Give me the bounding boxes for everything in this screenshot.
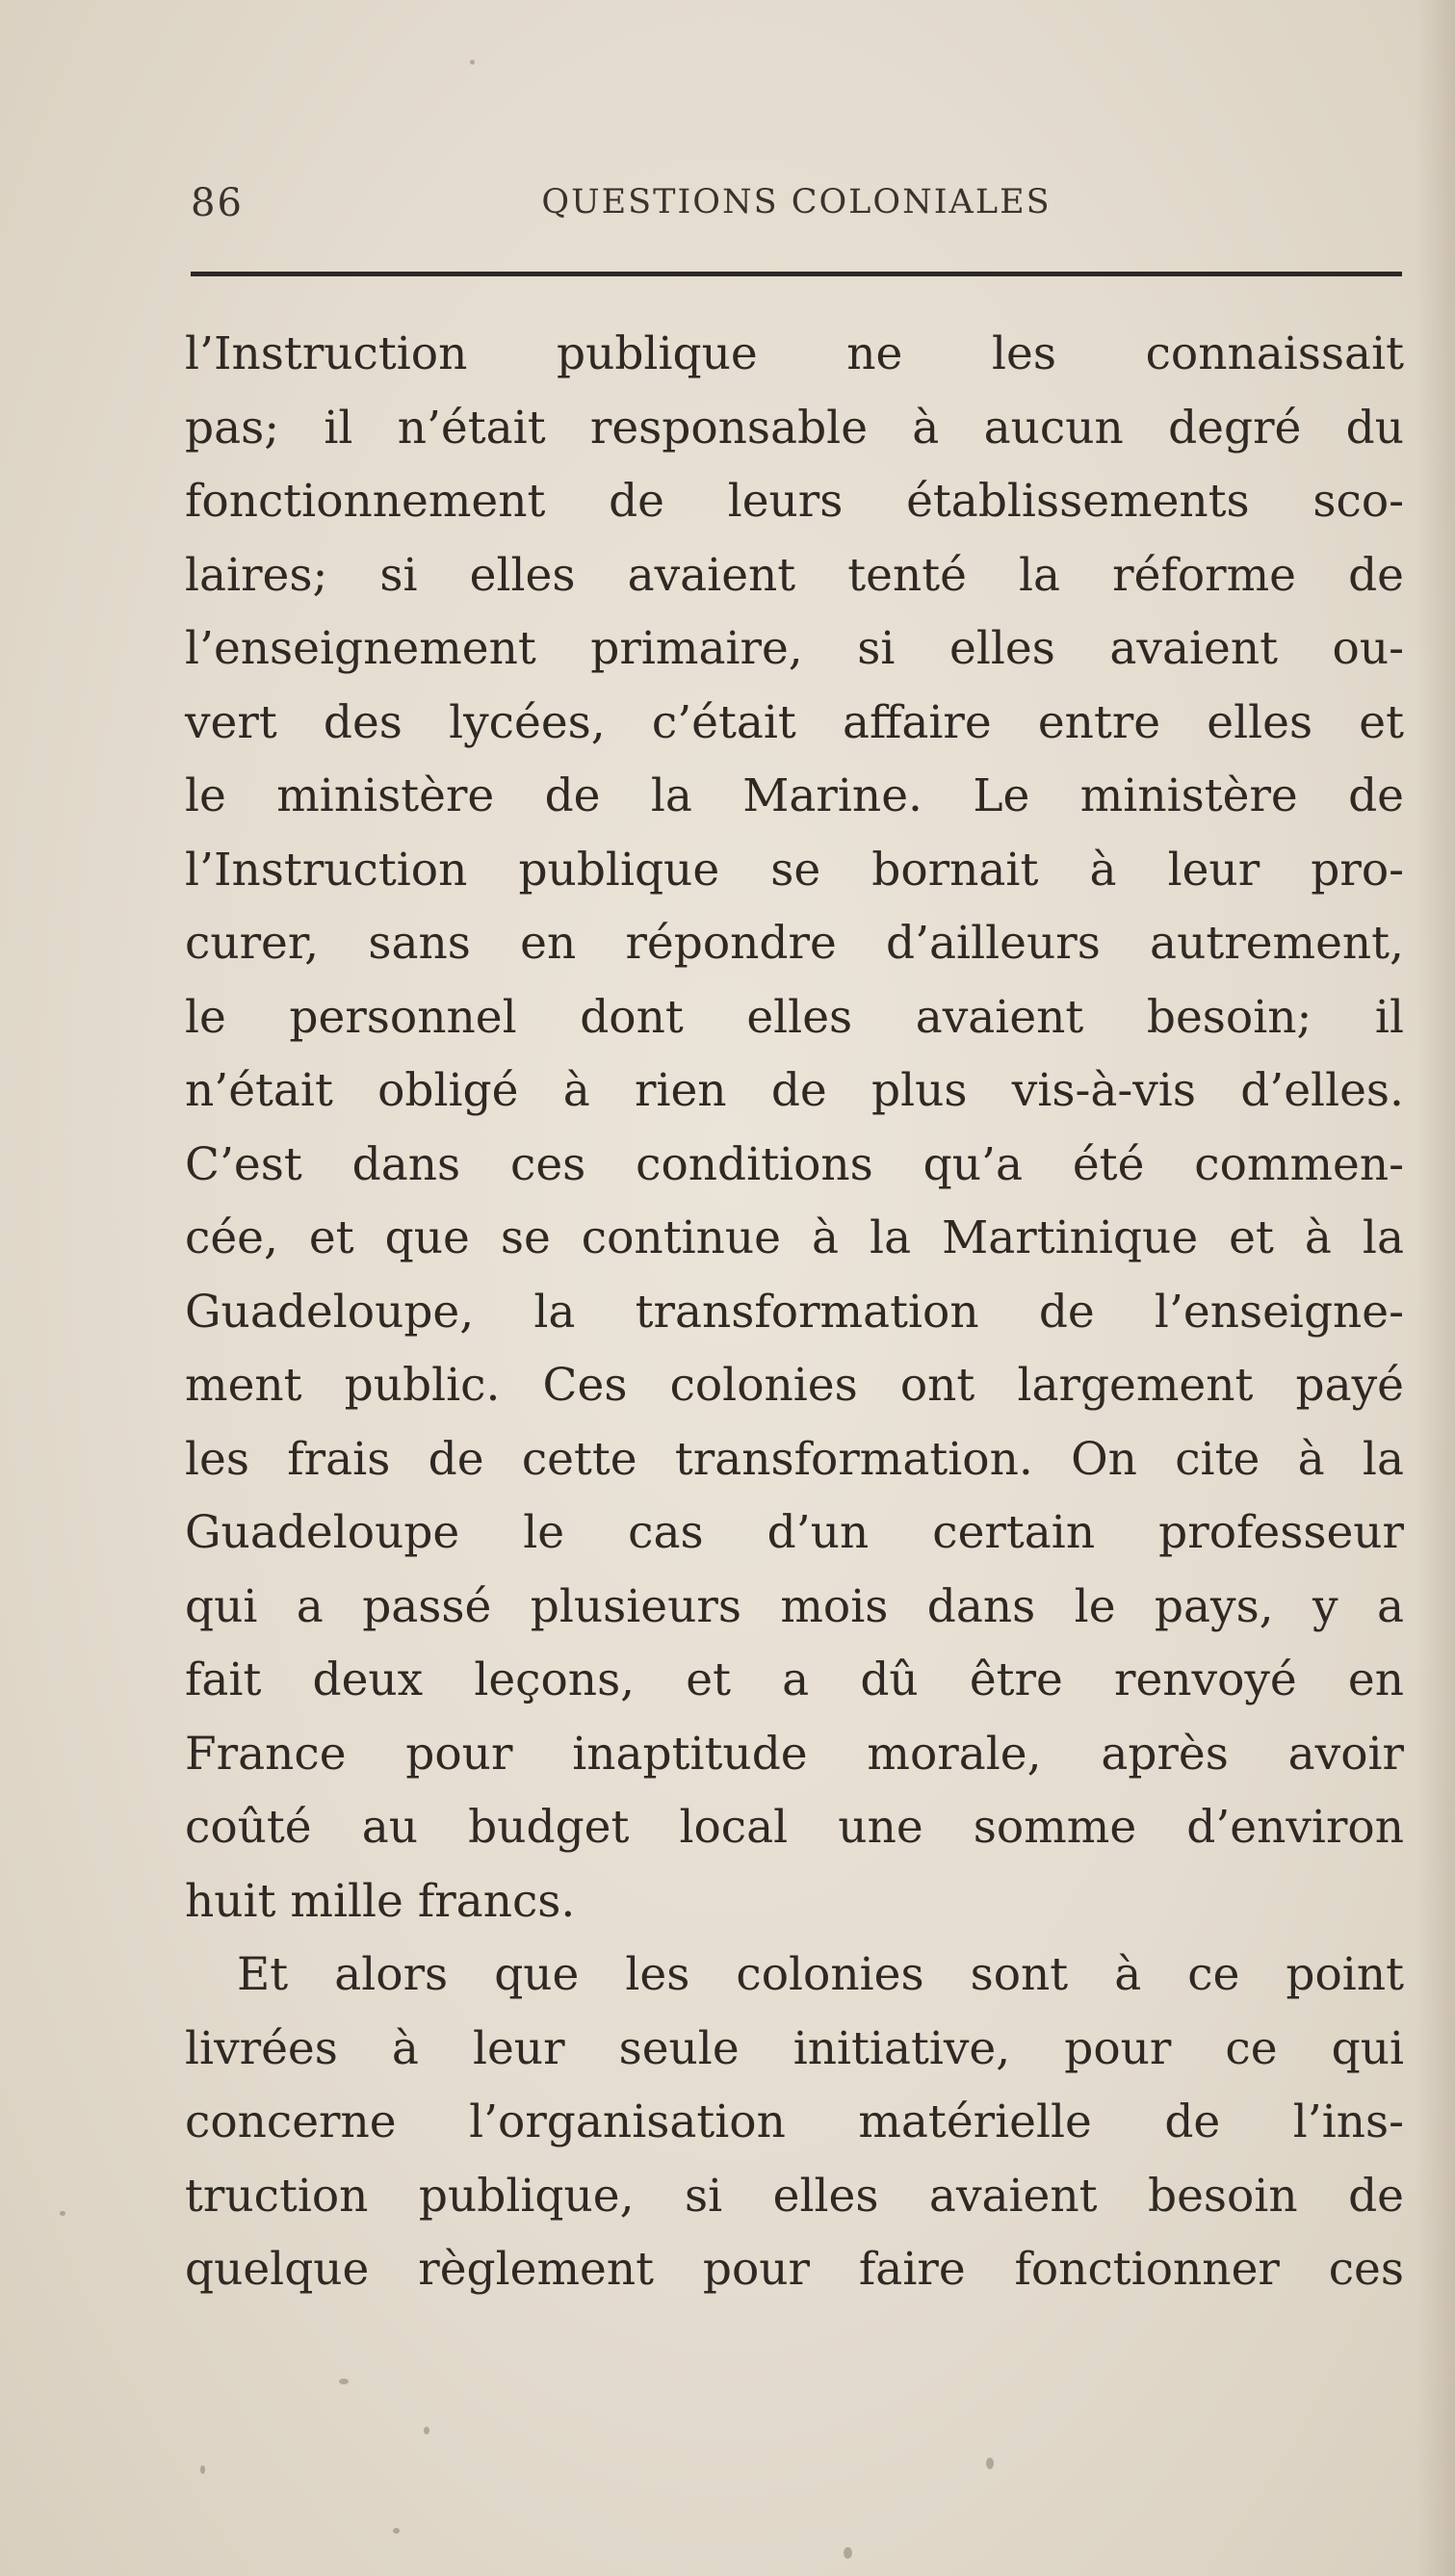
running-head: QUESTIONS COLONIALES bbox=[541, 183, 1052, 221]
text-line: laires; si elles avaient tenté la réforme de bbox=[185, 548, 1404, 602]
paper-speck bbox=[424, 2427, 429, 2434]
paper-speck bbox=[844, 2547, 852, 2559]
paper-speck bbox=[393, 2528, 400, 2534]
paper-speck bbox=[200, 2465, 205, 2474]
page-number: 86 bbox=[191, 181, 244, 225]
paper-speck bbox=[339, 2379, 349, 2384]
text-line: Et alors que les colonies sont à ce point bbox=[237, 1948, 1404, 2001]
text-line: truction publique, si elles avaient besoin de bbox=[185, 2169, 1404, 2223]
text-line: les frais de cette transformation. On cite à la bbox=[185, 1432, 1404, 1486]
paper-speck bbox=[470, 60, 475, 65]
text-line: n’était obligé à rien de plus vis-à-vis d’elles. bbox=[185, 1064, 1404, 1117]
text-line: Guadeloupe, la transformation de l’enseigne- bbox=[185, 1285, 1404, 1339]
text-line: coûté au budget local une somme d’environ bbox=[185, 1801, 1404, 1854]
text-line: concerne l’organisation matérielle de l’ins- bbox=[185, 2095, 1404, 2148]
page-edge-shadow bbox=[1416, 0, 1455, 2576]
text-line: l’enseignement primaire, si elles avaient ou- bbox=[185, 622, 1404, 675]
page-header bbox=[191, 181, 1402, 239]
text-line: France pour inaptitude morale, après avoir bbox=[185, 1727, 1404, 1781]
text-line: huit mille francs. bbox=[185, 1874, 576, 1928]
header-rule bbox=[191, 272, 1402, 276]
text-line: fait deux leçons, et a dû être renvoyé en bbox=[185, 1653, 1404, 1706]
text-line: Guadeloupe le cas d’un certain professeur bbox=[185, 1506, 1404, 1559]
text-line: cée, et que se continue à la Martinique et à la bbox=[185, 1211, 1404, 1264]
paper-speck bbox=[986, 2458, 994, 2469]
text-line: fonctionnement de leurs établissements sco- bbox=[185, 475, 1404, 528]
text-line: ment public. Ces colonies ont largement payé bbox=[185, 1359, 1404, 1412]
body-text bbox=[185, 318, 1404, 2307]
text-line: livrées à leur seule initiative, pour ce qui bbox=[185, 2021, 1404, 2075]
text-line: curer, sans en répondre d’ailleurs autrement, bbox=[185, 917, 1404, 970]
text-line: quelque règlement pour faire fonctionner ces bbox=[185, 2243, 1404, 2296]
text-line: l’Instruction publique se bornait à leur pro- bbox=[185, 843, 1404, 897]
text-line: C’est dans ces conditions qu’a été commen- bbox=[185, 1137, 1404, 1191]
text-line: qui a passé plusieurs mois dans le pays, y a bbox=[185, 1579, 1404, 1633]
paper-speck bbox=[60, 2211, 65, 2216]
text-line: vert des lycées, c’était affaire entre elles et bbox=[185, 695, 1404, 749]
text-line: pas; il n’était responsable à aucun degré du bbox=[185, 401, 1404, 455]
text-line: le ministère de la Marine. Le ministère de bbox=[185, 769, 1404, 822]
text-line: le personnel dont elles avaient besoin; il bbox=[185, 990, 1404, 1044]
text-line: l’Instruction publique ne les connaissait bbox=[185, 327, 1404, 380]
